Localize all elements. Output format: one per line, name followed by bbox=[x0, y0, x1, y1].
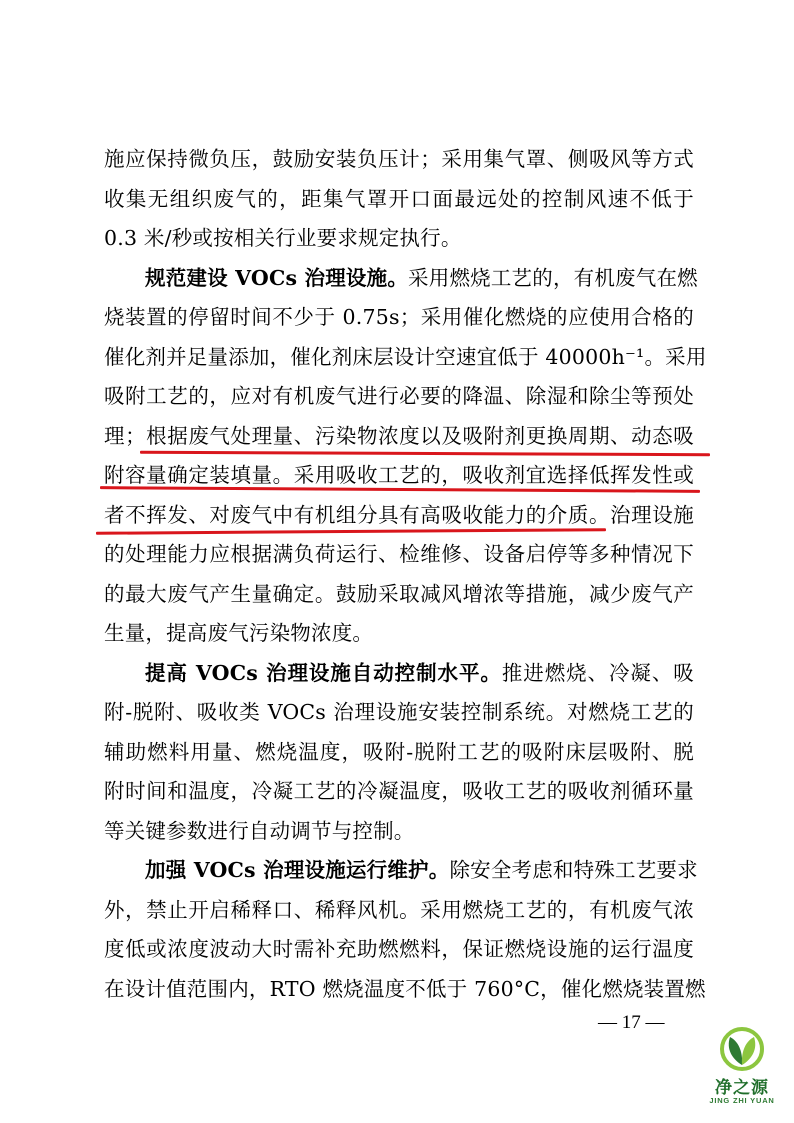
text-run: 推进燃烧、冷凝、吸 bbox=[501, 660, 694, 685]
text-line: 辅助燃料用量、燃烧温度，吸附-脱附工艺的吸附床层吸附、脱 bbox=[104, 739, 694, 764]
text-line: 生量，提高废气污染物浓度。 bbox=[104, 621, 374, 645]
text-line bbox=[104, 851, 698, 891]
logo-title: 净之源 bbox=[715, 1078, 769, 1098]
text-line: 吸附工艺的，应对有机废气进行必要的降温、除湿和除尘等预处 bbox=[104, 384, 694, 408]
text-line: 在设计值范围内，RTO 燃烧温度不低于 760°C，催化燃烧装置燃 bbox=[104, 976, 706, 1001]
text-line: 0.3 米/秒或按相关行业要求规定执行。 bbox=[104, 226, 462, 250]
logo-subtitle: JING ZHI YUAN bbox=[709, 1096, 775, 1105]
section-heading: 加强 VOCs 治理设施运行维护。 bbox=[145, 858, 450, 882]
text-line: 收集无组织废气的，距集气罩开口面最远处的控制风速不低于 bbox=[104, 186, 694, 211]
brand-logo bbox=[702, 1023, 782, 1115]
text-line bbox=[104, 259, 698, 299]
text-line: 的最大废气产生量确定。鼓励采取减风增浓等措施，减少废气产 bbox=[104, 581, 694, 606]
text-line: 施应保持微负压，鼓励安装负压计；采用集气罩、侧吸风等方式 bbox=[104, 147, 694, 171]
leaf-logo-icon bbox=[702, 1023, 782, 1073]
text-line: 者不挥发、对废气中有机组分具有高吸收能力的介质。治理设施 bbox=[104, 502, 694, 527]
section-heading: 规范建设 VOCs 治理设施。 bbox=[145, 265, 409, 290]
text-line: 的处理能力应根据满负荷运行、检维修、设备启停等多种情况下 bbox=[104, 542, 694, 566]
text-run: 除安全考虑和特殊工艺要求 bbox=[449, 858, 698, 882]
text-line: 理；根据废气处理量、污染物浓度以及吸附剂更换周期、动态吸 bbox=[104, 423, 694, 448]
text-line: 度低或浓度波动大时需补充助燃燃料，保证燃烧设施的运行温度 bbox=[104, 937, 694, 961]
text-line: 等关键参数进行自动调节与控制。 bbox=[104, 818, 415, 843]
text-line: 烧装置的停留时间不少于 0.75s；采用催化燃烧的应使用合格的 bbox=[104, 305, 694, 329]
text-line: 外，禁止开启稀释口、稀释风机。采用燃烧工艺的，有机废气浓 bbox=[104, 897, 694, 922]
text-line: 附-脱附、吸收类 VOCs 治理设施安装控制系统。对燃烧工艺的 bbox=[104, 700, 694, 724]
text-run: 采用燃烧工艺的，有机废气在燃 bbox=[408, 265, 698, 290]
text-line: 附容量确定装填量。采用吸收工艺的，吸收剂宜选择低挥发性或 bbox=[104, 463, 694, 487]
section-heading: 提高 VOCs 治理设施自动控制水平。 bbox=[145, 660, 502, 685]
text-line: 附时间和温度，冷凝工艺的冷凝温度，吸收工艺的吸收剂循环量 bbox=[104, 779, 694, 803]
document-body bbox=[104, 140, 707, 1009]
page-number: — 17 — bbox=[598, 1012, 665, 1033]
text-line bbox=[104, 654, 694, 694]
text-line: 催化剂并足量添加，催化剂床层设计空速宜低于 40000h⁻¹。采用 bbox=[104, 344, 707, 369]
